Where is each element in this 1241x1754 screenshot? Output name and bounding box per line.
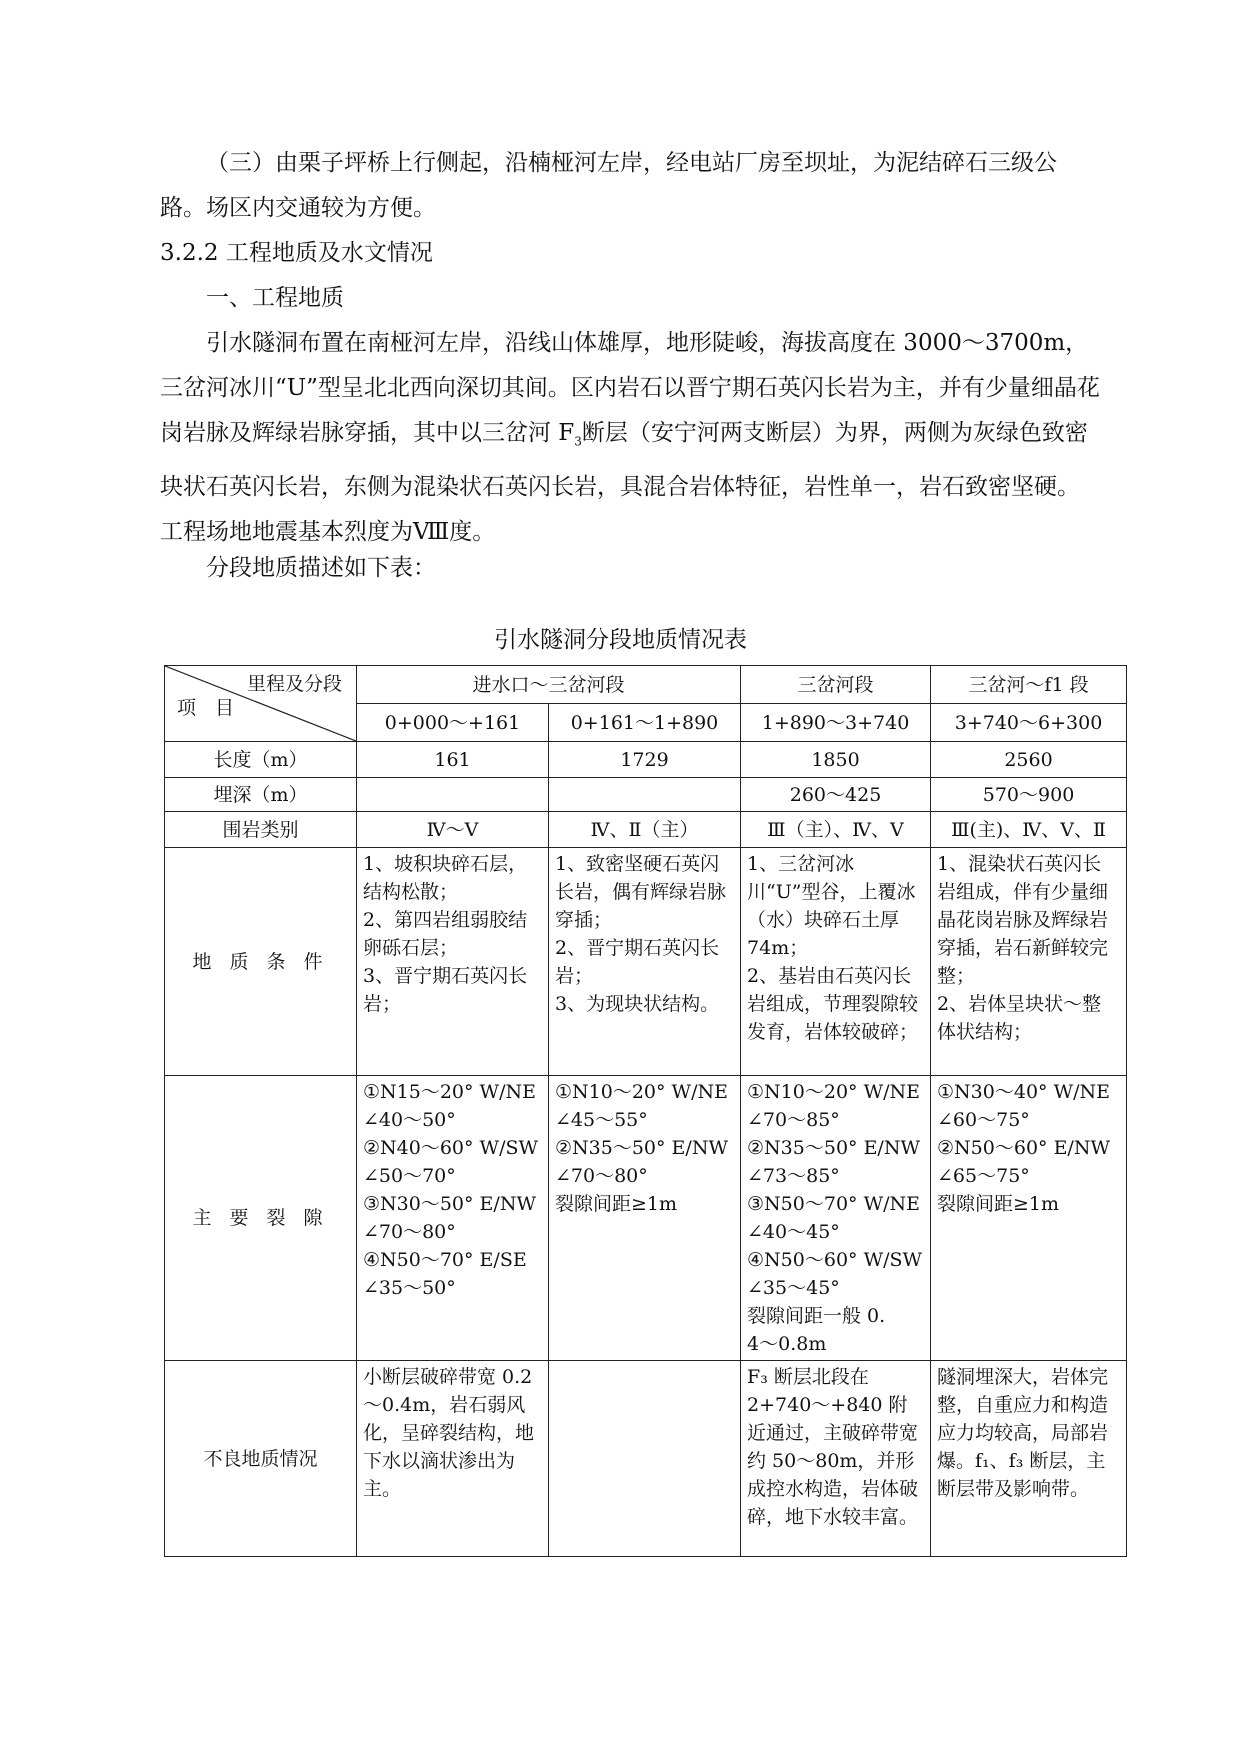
paragraph-traffic: （三）由栗子坪桥上行侧起，沿楠桠河左岸，经电站厂房至坝址，为泥结碎石三级公路。场区内交通较为方便。 [160,150,1057,221]
table-cell: 小断层破碎带宽 0.2～0.4m，岩石弱风化，呈碎裂结构，地下水以滴状渗出为主。 [357,1361,549,1557]
row-label: 不良地质情况 [165,1361,357,1557]
chainage-cell: 3+740～6+300 [931,704,1127,742]
table-header-row [165,666,1127,704]
table-cell: 1729 [549,742,741,778]
section-title: 3.2.2 工程地质及水文情况 [160,240,433,266]
chainage-cell: 1+890～3+740 [741,704,931,742]
table-cell: 隧洞埋深大，岩体完整，自重应力和构造应力均较高，局部岩爆。f₁、f₃ 断层，主断层带及影响带。 [931,1361,1127,1557]
table-row [165,848,1127,1076]
paragraph-geology-part2: 断层（安宁河两支断层）为界，两侧为灰绿色致密块状石英闪长岩，东侧为混染状石英闪长岩，具混合岩体特征，岩性单一，岩石致密坚硬。工程场地地震基本烈度为Ⅷ度。 [160,420,1088,545]
table-cell: 1、致密坚硬石英闪长岩，偶有辉绿岩脉穿插； 2、晋宁期石英闪长岩； 3、为现块状结构。 [549,848,741,1076]
table-row [165,1076,1127,1361]
table-row [165,1361,1127,1557]
corner-bottom-label: 项 目 [177,697,235,719]
chainage-cell: 0+161～1+890 [549,704,741,742]
table-cell: 1850 [741,742,931,778]
table-cell [549,1361,741,1557]
geology-table [164,665,1127,1557]
row-label: 长度（m） [165,742,357,778]
row-label: 围岩类别 [165,812,357,848]
table-cell: 570～900 [931,778,1127,812]
paragraph-table-intro: 分段地质描述如下表： [206,555,436,581]
corner-top-label: 里程及分段 [246,673,342,695]
corner-cell [165,666,357,742]
table-cell: 1、坡积块碎石层，结构松散； 2、第四岩组弱胶结卵砾石层； 3、晋宁期石英闪长岩； [357,848,549,1076]
table-row [165,742,1127,778]
row-label: 主 要 裂 隙 [165,1076,357,1361]
paragraph-geology-part1: 引水隧洞布置在南桠河左岸，沿线山体雄厚，地形陡峻，海拔高度在 3000～3700m，三岔河冰川“U”型呈北北西向深切其间。区内岩石以晋宁期石英闪长岩为主，并有少量细晶花岗岩脉及辉绿岩脉穿插，其中以三岔河 F [160,330,1100,446]
segment-header: 进水口～三岔河段 [357,666,741,704]
table-caption: 引水隧洞分段地质情况表 [494,627,747,653]
table-cell: ①N15～20° W/NE ∠40～50° ②N40～60° W/SW ∠50～70° ③N30～50° E/NW ∠70～80° ④N50～70° E/SE ∠35～50° [357,1076,549,1361]
paragraph-geology [160,321,1100,555]
table-cell: 1、混染状石英闪长岩组成，伴有少量细晶花岗岩脉及辉绿岩穿插，岩石新鲜较完整； 2、岩体呈块状～整体状结构； [931,848,1127,1076]
chainage-cell: 0+000～+161 [357,704,549,742]
table-cell: Ⅳ、Ⅱ（主） [549,812,741,848]
row-label: 埋深（m） [165,778,357,812]
table-cell: 161 [357,742,549,778]
table-cell: ①N10～20° W/NE ∠70～85° ②N35～50° E/NW ∠73～85° ③N50～70° W/NE ∠40～45° ④N50～60° W/SW ∠35～45° 裂隙间距一般 0. 4～0.8m [741,1076,931,1361]
table-cell: 2560 [931,742,1127,778]
table-cell: Ⅲ(主)、Ⅳ、Ⅴ、Ⅱ [931,812,1127,848]
table-cell: F₃ 断层北段在 2+740～+840 附近通过，主破碎带宽约 50～80m，并形成控水构造，岩体破碎，地下水较丰富。 [741,1361,931,1557]
table-row [165,812,1127,848]
table-cell: Ⅲ（主）、Ⅳ、Ⅴ [741,812,931,848]
segment-header: 三岔河～f1 段 [931,666,1127,704]
table-cell: 260～425 [741,778,931,812]
table-cell [549,778,741,812]
row-label: 地 质 条 件 [165,848,357,1076]
table-cell: 1、三岔河冰川“U”型谷，上覆冰（水）块碎石土厚 74m； 2、基岩由石英闪长岩组成，节理裂隙较发育，岩体较破碎； [741,848,931,1076]
table-row [165,778,1127,812]
table-cell: Ⅳ～Ⅴ [357,812,549,848]
sub-title: 一、工程地质 [206,285,344,311]
segment-header: 三岔河段 [741,666,931,704]
fault-subscript: 3 [574,434,582,449]
table-cell [357,778,549,812]
table-cell: ①N10～20° W/NE ∠45～55° ②N35～50° E/NW ∠70～80° 裂隙间距≥1m [549,1076,741,1361]
table-cell: ①N30～40° W/NE ∠60～75° ②N50～60° E/NW ∠65～75° 裂隙间距≥1m [931,1076,1127,1361]
